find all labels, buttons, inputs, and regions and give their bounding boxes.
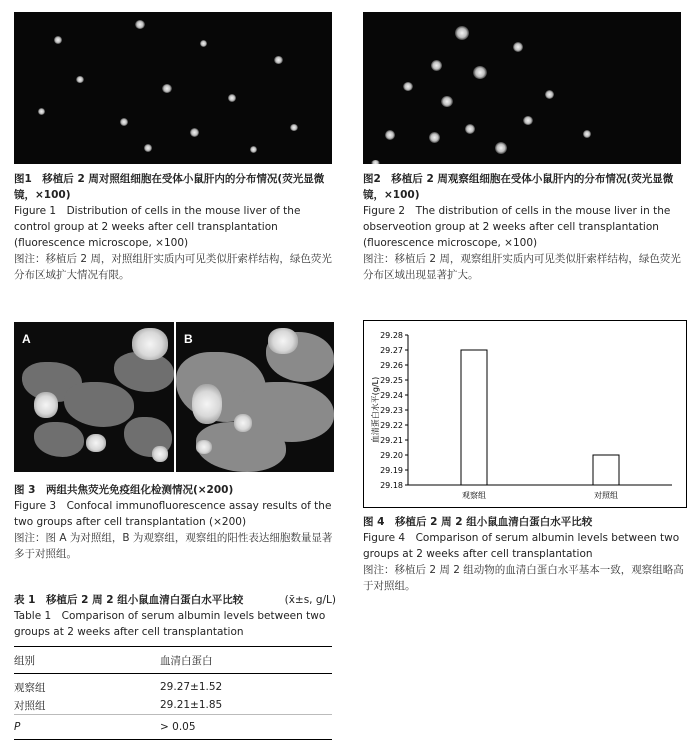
row-value: 29.21±1.85 <box>160 699 223 711</box>
figure3-panel-b <box>176 322 334 472</box>
header-albumin: 血清白蛋白 <box>160 654 213 667</box>
figure4-caption-en: Figure 4 Comparison of serum albumin levels between two groups at 2 weeks after cell transplantation <box>363 532 680 560</box>
table1-unit: (x̄±s, g/L) <box>284 594 336 606</box>
x-tick-label: 观察组 <box>462 491 486 500</box>
y-tick-label: 29.24 <box>380 391 403 400</box>
y-tick-label: 29.22 <box>380 421 403 430</box>
figure1-caption-zh: 图1 移植后 2 周对照组细胞在受体小鼠肝内的分布情况(荧光显微镜，×100) <box>14 173 325 201</box>
y-tick-label: 29.20 <box>380 451 403 460</box>
panel-a-label: A <box>22 332 31 346</box>
bar <box>593 455 619 485</box>
table-p-row <box>14 715 332 739</box>
bar <box>461 350 487 485</box>
panel-b-label: B <box>184 332 193 346</box>
figure1-micrograph <box>14 12 332 164</box>
y-tick-label: 29.19 <box>380 466 403 475</box>
figure1-note: 图注：移植后 2 周，对照组肝实质内可见类似肝索样结构，绿色荧光分布区域扩大情况有限。 <box>14 253 332 281</box>
table-row <box>14 696 332 714</box>
y-tick-label: 29.23 <box>380 406 403 415</box>
row-group: 对照组 <box>14 699 46 712</box>
figure2-micrograph <box>363 12 681 164</box>
figure2-caption <box>363 171 685 283</box>
header-group: 组别 <box>14 654 35 667</box>
figure4-chart-frame <box>363 320 687 508</box>
row-group: 观察组 <box>14 681 46 694</box>
figure4-bar-chart <box>364 321 686 507</box>
figure2-caption-zh: 图2 移植后 2 周观察组细胞在受体小鼠肝内的分布情况(荧光显微镜，×100) <box>363 173 674 201</box>
y-tick-label: 29.21 <box>380 436 403 445</box>
figure3-caption-en: Figure 3 Confocal immunofluorescence assay results of the two groups after cell transplantation (×200) <box>14 500 332 528</box>
figure3-caption-zh: 图 3 两组共焦荧光免疫组化检测情况(×200) <box>14 484 234 496</box>
row-value: 29.27±1.52 <box>160 681 223 693</box>
figure3-caption <box>14 482 336 562</box>
table-row <box>14 674 332 696</box>
table1-title <box>14 592 336 640</box>
p-label: P <box>14 721 21 733</box>
figure1-caption <box>14 171 334 283</box>
p-value: > 0.05 <box>160 721 196 733</box>
table1-title-en: Table 1 Comparison of serum albumin levels between two groups at 2 weeks after cell transplantation <box>14 610 326 638</box>
y-axis-label: 血清蛋白水平(g/L) <box>371 376 380 444</box>
y-tick-label: 29.27 <box>380 346 403 355</box>
y-tick-label: 29.18 <box>380 481 403 490</box>
y-tick-label: 29.28 <box>380 331 403 340</box>
figure3-panel-a <box>14 322 174 472</box>
figure1-caption-en: Figure 1 Distribution of cells in the mouse liver of the control group at 2 weeks after cell transplantation (fluorescence microscope, ×100) <box>14 205 301 249</box>
figure2-note: 图注：移植后 2 周，观察组肝实质内可见类似肝索样结构，绿色荧光分布区域出现显著扩大。 <box>363 253 681 281</box>
table1 <box>14 646 332 740</box>
figure2-caption-en: Figure 2 The distribution of cells in the mouse liver in the observeotion group at 2 weeks after cell transplantation (fluorescence microscope, ×100) <box>363 205 671 249</box>
figure3-note: 图注：图 A 为对照组，B 为观察组，观察组的阳性表达细胞数量显著多于对照组。 <box>14 532 333 560</box>
table-header-row <box>14 647 332 673</box>
figure4-caption-zh: 图 4 移植后 2 周 2 组小鼠血清白蛋白水平比较 <box>363 516 593 528</box>
figure4-note: 图注：移植后 2 周 2 组动物的血清白蛋白水平基本一致，观察组略高于对照组。 <box>363 564 684 592</box>
table1-title-zh: 表 1 移植后 2 周 2 组小鼠血清白蛋白水平比较 <box>14 594 244 606</box>
figure4-caption <box>363 514 685 594</box>
y-tick-label: 29.26 <box>380 361 403 370</box>
y-tick-label: 29.25 <box>380 376 403 385</box>
x-tick-label: 对照组 <box>594 491 618 500</box>
